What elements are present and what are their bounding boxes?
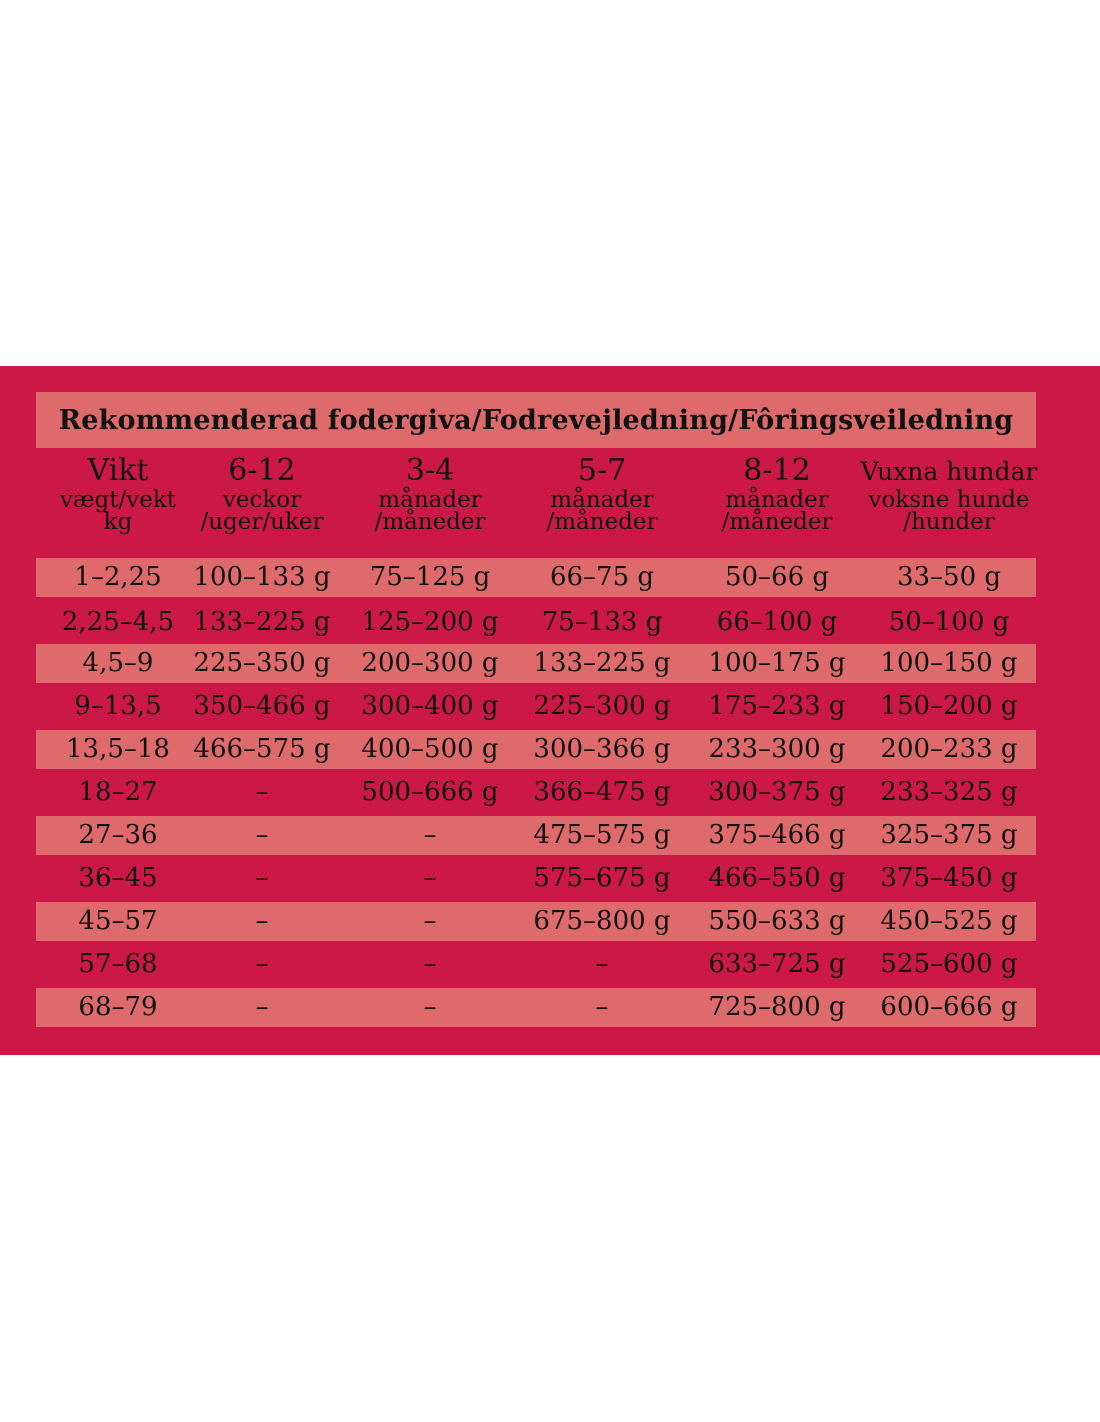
table-cell: – bbox=[255, 820, 269, 850]
table-cell: 100–175 g bbox=[708, 648, 846, 678]
header-sublabel: månader bbox=[550, 487, 654, 513]
table-cell: 57–68 bbox=[78, 949, 158, 979]
table-header bbox=[30, 453, 1040, 546]
header-col-4 bbox=[692, 453, 862, 535]
table-cell: – bbox=[255, 949, 269, 979]
table-cell: 1–2,25 bbox=[74, 562, 162, 592]
table-cell: 300–400 g bbox=[361, 691, 499, 721]
table-cell: 13,5–18 bbox=[66, 734, 170, 764]
table-cell: – bbox=[255, 777, 269, 807]
header-col-1 bbox=[182, 453, 342, 535]
header-col-2 bbox=[345, 453, 515, 535]
header-sublabel: månader bbox=[725, 487, 829, 513]
table-cell: 45–57 bbox=[78, 906, 158, 936]
table-cell: 466–575 g bbox=[193, 734, 331, 764]
table-cell: 66–75 g bbox=[549, 562, 655, 592]
table-cell: 2,25–4,5 bbox=[61, 607, 175, 637]
feeding-guide-panel bbox=[0, 366, 1100, 1055]
table-cell: – bbox=[423, 820, 437, 850]
header-sublabel: /hunder bbox=[903, 509, 995, 535]
table-cell: 66–100 g bbox=[716, 607, 838, 637]
table-cell: 475–575 g bbox=[533, 820, 671, 850]
table-title: Rekommenderad fodergiva/Fodrevejledning/Fôringsveiledning bbox=[36, 392, 1036, 448]
table-cell: 366–475 g bbox=[533, 777, 671, 807]
table-row bbox=[36, 730, 1036, 769]
table-cell: 75–133 g bbox=[541, 607, 663, 637]
table-cell: 200–300 g bbox=[361, 648, 499, 678]
table-row bbox=[36, 902, 1036, 941]
table-row bbox=[36, 816, 1036, 855]
table-cell: 466–550 g bbox=[708, 863, 846, 893]
header-sublabel: /uger/uker bbox=[200, 509, 324, 535]
table-cell: 133–225 g bbox=[193, 607, 331, 637]
table-row bbox=[36, 603, 1036, 642]
header-label: 8-12 bbox=[743, 453, 811, 488]
table-cell: 175–233 g bbox=[708, 691, 846, 721]
table-row bbox=[36, 988, 1036, 1027]
table-cell: 633–725 g bbox=[708, 949, 846, 979]
table-cell: 27–36 bbox=[78, 820, 158, 850]
table-cell: 350–466 g bbox=[193, 691, 331, 721]
table-cell: 233–300 g bbox=[708, 734, 846, 764]
header-col-0 bbox=[43, 453, 193, 535]
table-cell: 450–525 g bbox=[880, 906, 1018, 936]
table-cell: 525–600 g bbox=[880, 949, 1018, 979]
table-cell: 600–666 g bbox=[880, 992, 1018, 1022]
table-row bbox=[36, 773, 1036, 812]
header-col-5 bbox=[854, 456, 1044, 533]
header-sublabel: månader bbox=[378, 487, 482, 513]
table-cell: 675–800 g bbox=[533, 906, 671, 936]
header-label: Vuxna hundar bbox=[860, 457, 1038, 486]
table-cell: 200–233 g bbox=[880, 734, 1018, 764]
table-cell: 550–633 g bbox=[708, 906, 846, 936]
table-cell: 50–66 g bbox=[724, 562, 830, 592]
table-cell: 75–125 g bbox=[369, 562, 491, 592]
header-sublabel: /måneder bbox=[374, 509, 486, 535]
table-cell: 36–45 bbox=[78, 863, 158, 893]
header-label: 3-4 bbox=[405, 453, 455, 488]
table-cell: 9–13,5 bbox=[74, 691, 162, 721]
table-cell: 100–133 g bbox=[193, 562, 331, 592]
table-cell: – bbox=[595, 949, 609, 979]
table-cell: 18–27 bbox=[78, 777, 158, 807]
header-col-3 bbox=[517, 453, 687, 535]
table-cell: 125–200 g bbox=[361, 607, 499, 637]
header-sublabel: /måneder bbox=[721, 509, 833, 535]
table-cell: – bbox=[423, 906, 437, 936]
header-sublabel: veckor bbox=[222, 487, 302, 513]
table-cell: – bbox=[423, 863, 437, 893]
table-row bbox=[36, 558, 1036, 597]
table-cell: 375–466 g bbox=[708, 820, 846, 850]
table-cell: 325–375 g bbox=[880, 820, 1018, 850]
table-row bbox=[36, 687, 1036, 726]
table-cell: – bbox=[255, 992, 269, 1022]
table-cell: 225–350 g bbox=[193, 648, 331, 678]
table-row bbox=[36, 859, 1036, 898]
table-cell: 300–375 g bbox=[708, 777, 846, 807]
table-cell: 300–366 g bbox=[533, 734, 671, 764]
table-cell: – bbox=[255, 863, 269, 893]
table-cell: 4,5–9 bbox=[82, 648, 154, 678]
header-sublabel: vægt/vekt bbox=[59, 487, 177, 513]
header-sublabel: kg bbox=[103, 509, 133, 535]
table-cell: 400–500 g bbox=[361, 734, 499, 764]
table-cell: 225–300 g bbox=[533, 691, 671, 721]
table-cell: 68–79 bbox=[78, 992, 158, 1022]
table-cell: 150–200 g bbox=[880, 691, 1018, 721]
table-cell: 100–150 g bbox=[880, 648, 1018, 678]
table-cell: 133–225 g bbox=[533, 648, 671, 678]
header-label: 5-7 bbox=[577, 453, 627, 488]
table-cell: 375–450 g bbox=[880, 863, 1018, 893]
header-label: Vikt bbox=[87, 453, 149, 488]
table-cell: 50–100 g bbox=[888, 607, 1010, 637]
table-cell: – bbox=[595, 992, 609, 1022]
table-row bbox=[36, 945, 1036, 984]
table-cell: 725–800 g bbox=[708, 992, 846, 1022]
header-label: 6-12 bbox=[228, 453, 296, 488]
table-cell: – bbox=[423, 992, 437, 1022]
table-cell: – bbox=[255, 906, 269, 936]
table-cell: 33–50 g bbox=[896, 562, 1002, 592]
header-sublabel: /måneder bbox=[546, 509, 658, 535]
header-sublabel: voksne hunde bbox=[868, 487, 1030, 513]
table-cell: – bbox=[423, 949, 437, 979]
table-cell: 575–675 g bbox=[533, 863, 671, 893]
table-cell: 500–666 g bbox=[361, 777, 499, 807]
table-cell: 233–325 g bbox=[880, 777, 1018, 807]
table-row bbox=[36, 644, 1036, 683]
